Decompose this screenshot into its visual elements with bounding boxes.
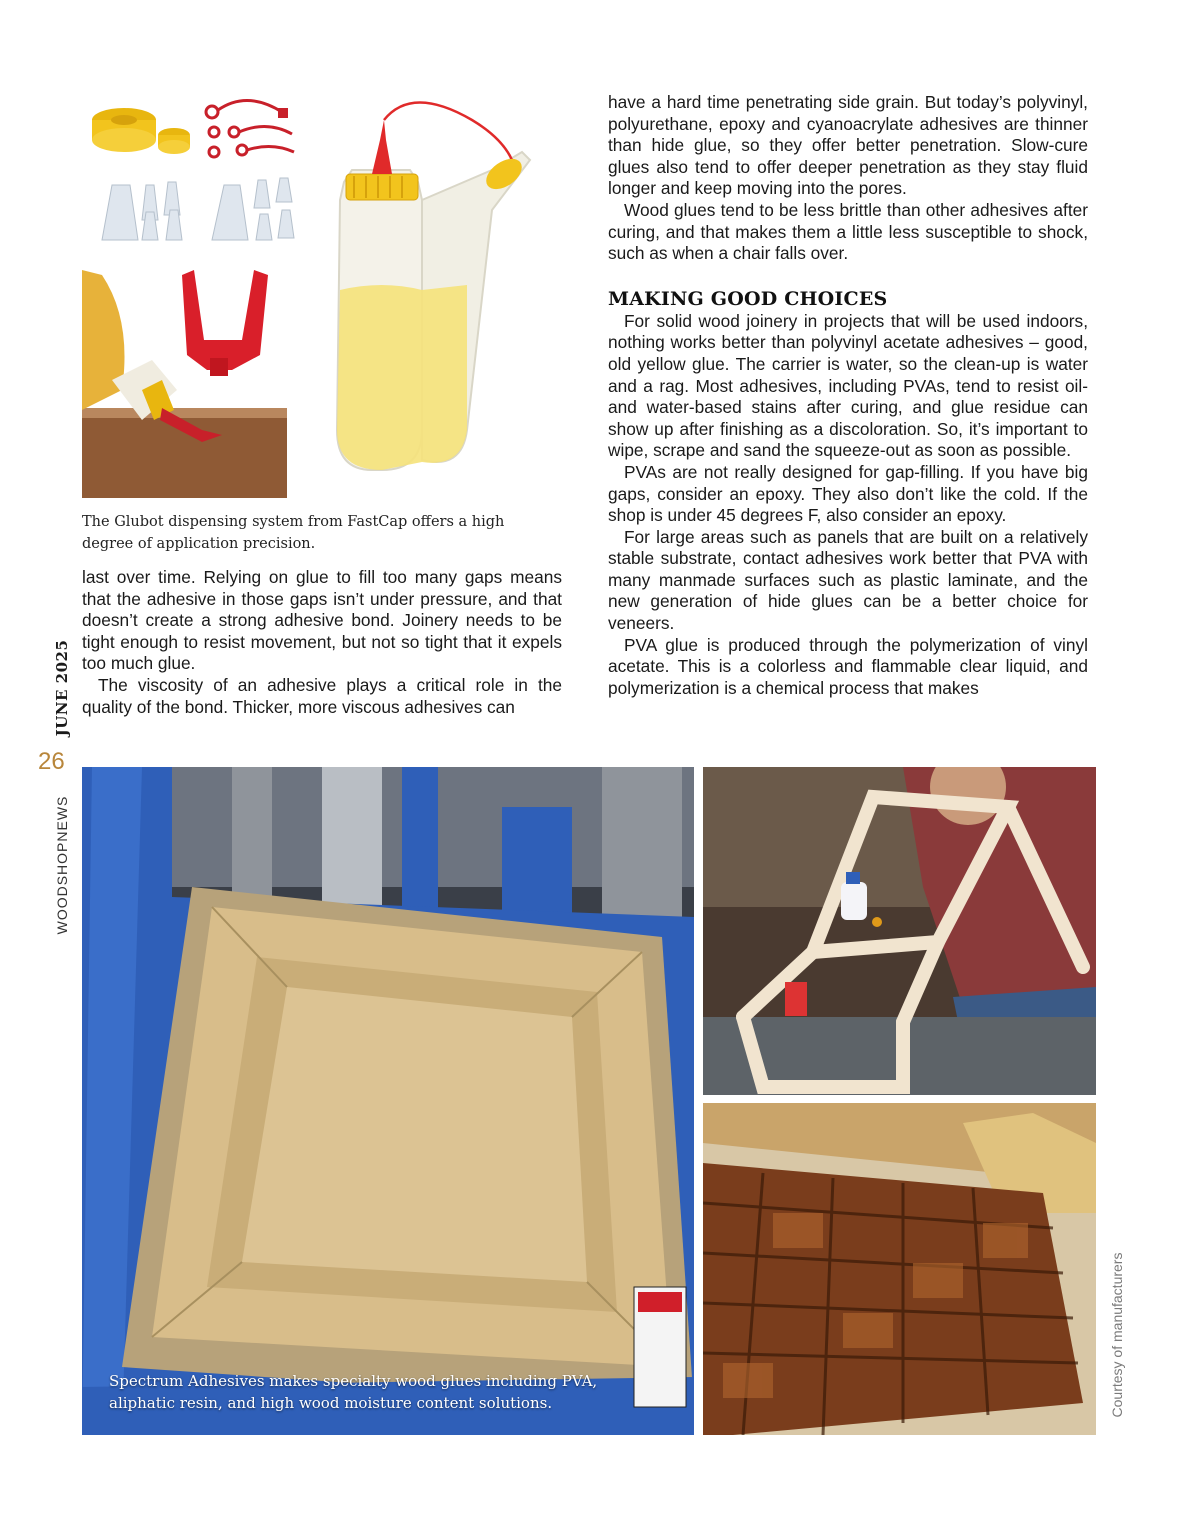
glubot-photo [82,90,550,498]
press-illustration [82,767,694,1435]
glubot-illustration [82,90,550,498]
publication-name: WOODSHOPNEWS [54,795,70,935]
right-paragraph-6: PVA glue is produced through the polymerization of vinyl acetate. This is a colorless and flammable clear liquid, and polymerization is a chemical process that makes [608,634,1088,698]
spectrum-caption: Spectrum Adhesives makes specialty wood glues including PVA, aliphatic resin, and high wood moisture content solutions. [109,1372,598,1412]
frame-gluing-photo [703,767,1096,1095]
glubot-caption: The Glubot dispensing system from FastCap offers a high degree of application precision. [82,514,505,552]
page-number: 26 [38,748,65,775]
photo-credit: Courtesy of manufacturers [1109,1252,1125,1418]
right-paragraph-5: For large areas such as panels that are built on a relatively stable substrate, contact adhesives work better that PVA with many manmade surfaces such as plastic laminate, and the new generation of hide glues can be a better choice for veneers. [608,526,1088,634]
right-column [608,92,1088,699]
left-paragraph-1: last over time. Relying on glue to fill too many gaps means that the adhesive in those gaps isn’t under pressure, and that doesn’t create a strong adhesive bond. Joinery needs to be tight enough to resist movement, but not so tight that it expels too much glue. [82,567,562,674]
right-paragraph-2: Wood glues tend to be less brittle than other adhesives after curing, and that makes them a little less susceptible to shock, such as when a chair falls over. [608,199,1088,264]
right-paragraph-4: PVAs are not really designed for gap-filling. If you have big gaps, consider an epoxy. They also don’t like the cold. If the shop is under 45 degrees F, also consider an epoxy. [608,461,1088,526]
left-column [82,567,562,718]
press-photo [82,767,694,1435]
left-paragraph-2: The viscosity of an adhesive plays a critical role in the quality of the bond. Thicker, more viscous adhesives can [82,674,562,717]
right-paragraph-1: have a hard time penetrating side grain. But today’s polyvinyl, polyurethane, epoxy and cyanoacrylate adhesives are thinner than hide glue, so they offer better penetration. Slow-cure glues also tend to offer deeper penetration as they stay fluid longer and keep moving into the pores. [608,92,1088,199]
board-illustration [703,1103,1096,1435]
frame-illustration [703,767,1096,1095]
right-paragraph-3: For solid wood joinery in projects that will be used indoors, nothing works better than polyvinyl acetate adhesives – good, old yellow glue. The carrier is water, so the clean-up is water and a rag. Most adhesives, including PVAs, tend to resist oil- and water-based stains after curing, and glue residue can show up after finishing as a discoloration. So, it’s important to wipe, scrape and sand the squeeze-out as soon as possible. [608,310,1088,461]
issue-date: JUNE 2025 [53,639,71,736]
section-heading: MAKING GOOD CHOICES [608,287,888,310]
cutting-board-photo [703,1103,1096,1435]
